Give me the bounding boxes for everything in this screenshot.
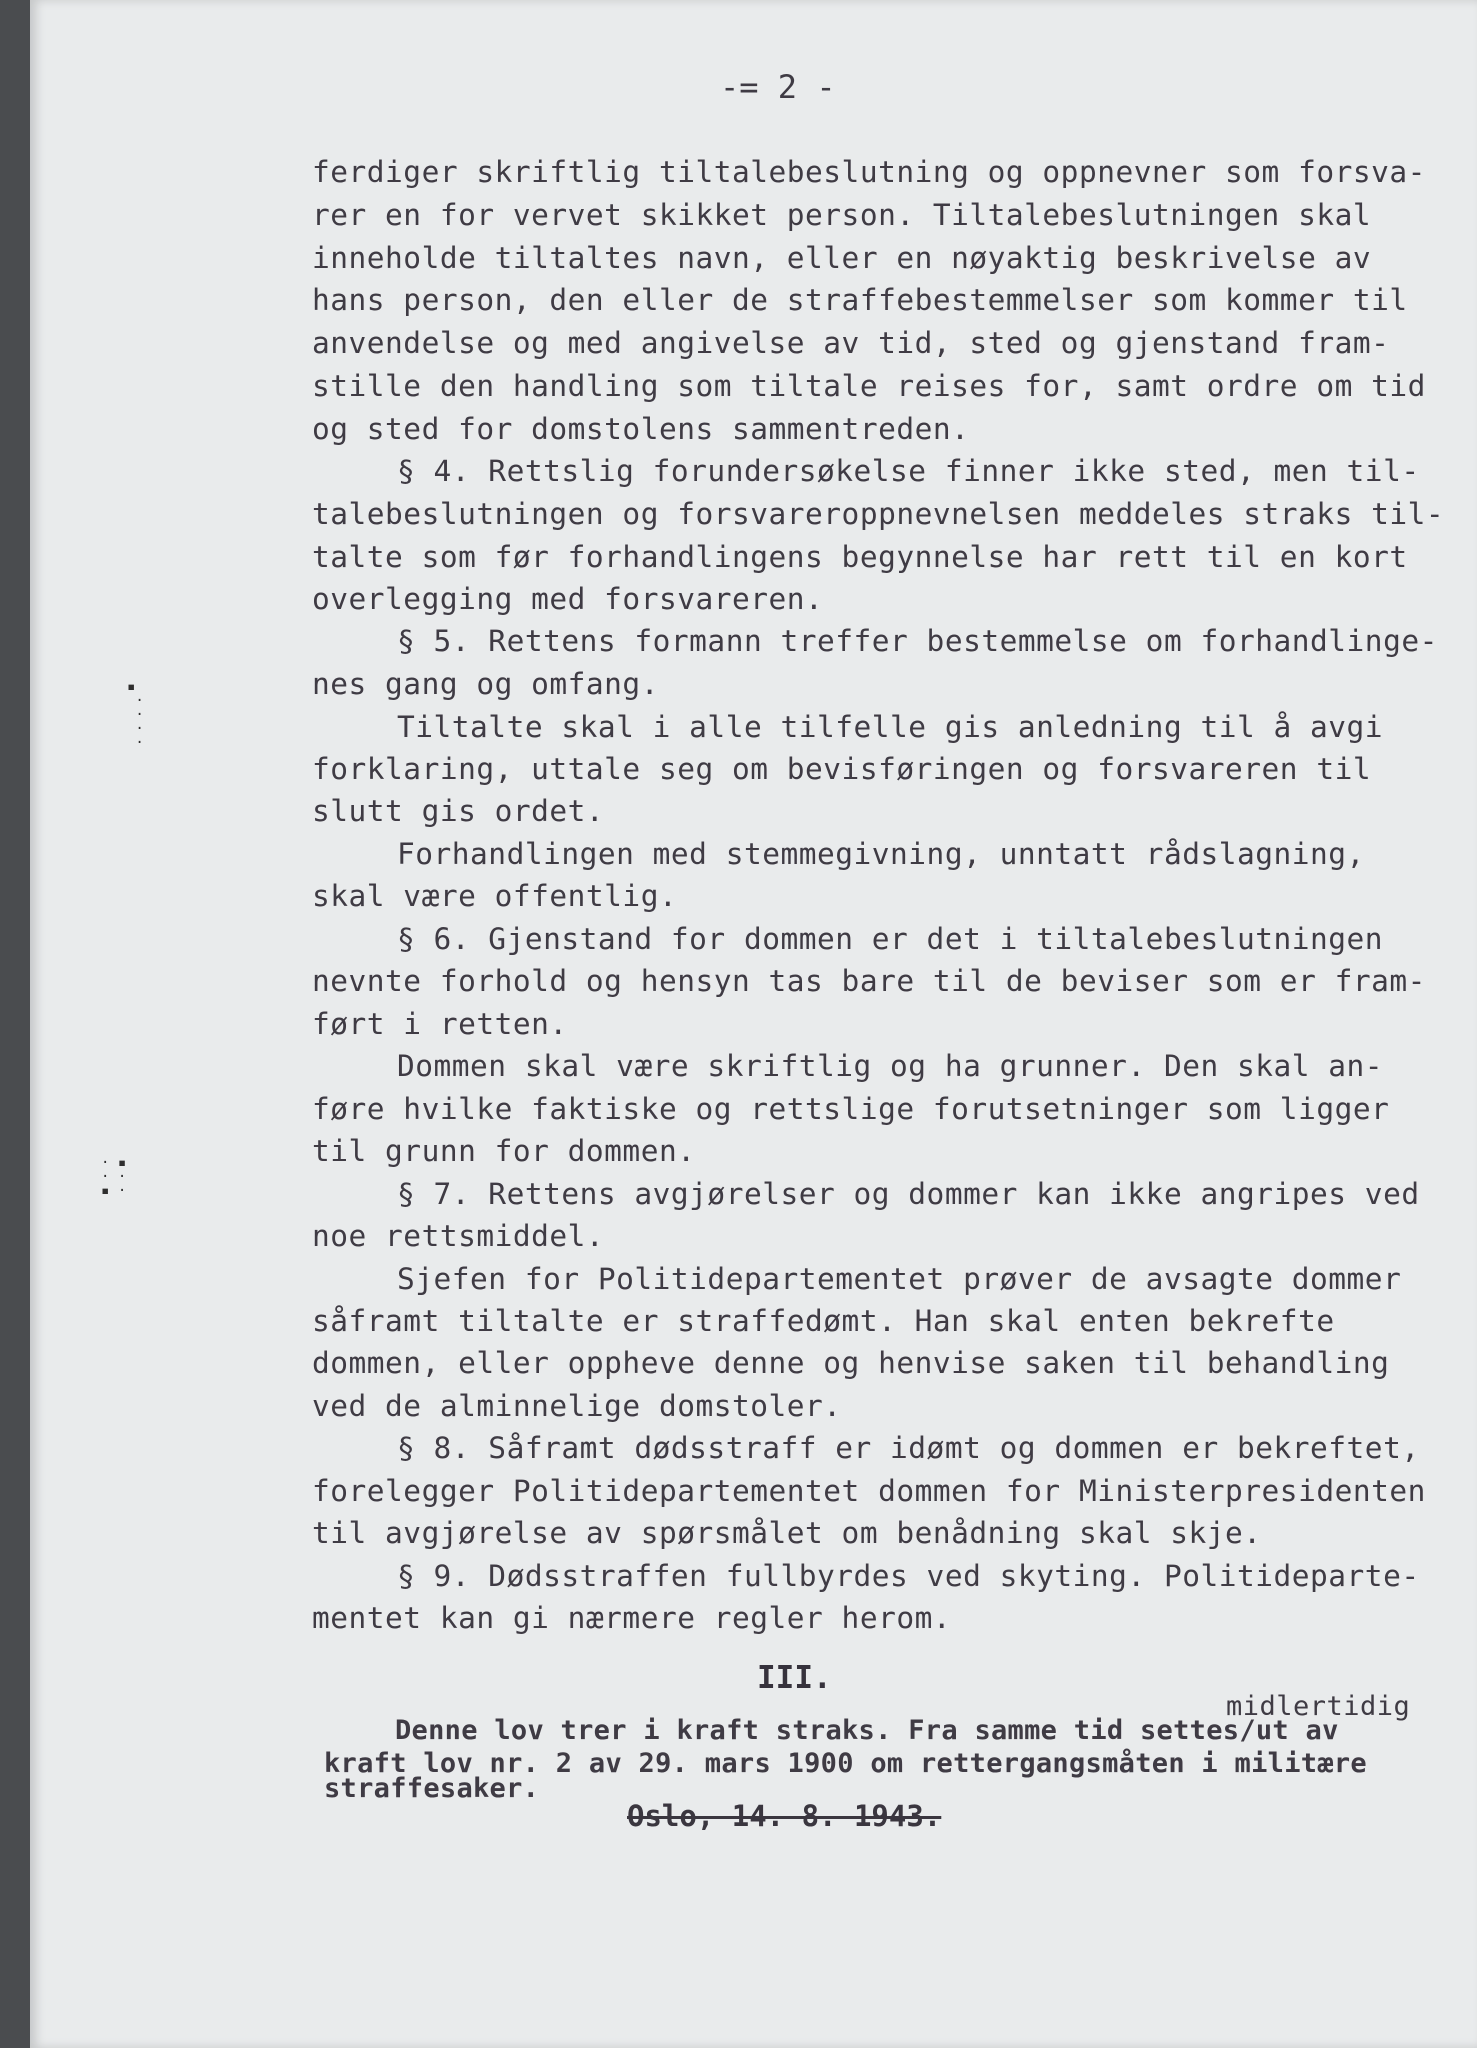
text-line: noe rettsmiddel.: [312, 1219, 605, 1253]
text-line: inneholde tiltaltes navn, eller en nøyaktig beskrivelse av: [312, 241, 1372, 275]
final-line: straffesaker.: [324, 1773, 540, 1804]
text-line: skal være offentlig.: [312, 879, 678, 913]
text-line: anvendelse og med angivelse av tid, sted og gjenstand fram-: [312, 326, 1390, 360]
text-line: nes gang og omfang.: [312, 667, 659, 701]
text-line: Dommen skal være skriftlig og ha grunner. Den skal an-: [397, 1049, 1384, 1083]
insertion-above-line: midlertidig: [1226, 1691, 1411, 1722]
text-line: § 5. Rettens formann treffer bestemmelse om forhandlinge-: [397, 624, 1438, 658]
text-line: § 8. Såframt dødsstraff er idømt og dommen er bekreftet,: [397, 1431, 1420, 1465]
section-heading: III.: [757, 1660, 832, 1696]
margin-marks: · ▪ · · ▪ ·: [101, 1155, 127, 1199]
text-line: til grunn for dommen.: [312, 1134, 696, 1168]
text-line: forelegger Politidepartementet dommen for Ministerpresidenten: [312, 1474, 1426, 1508]
text-line: talte som før forhandlingens begynnelse har rett til en kort: [312, 540, 1408, 574]
text-line: føre hvilke faktiske og rettslige forutsetninger som ligger: [312, 1092, 1390, 1126]
document-page: [30, 0, 1477, 2048]
final-line: kraft lov nr. 2 av 29. mars 1900 om rettergangsmåten i militære: [324, 1748, 1367, 1779]
text-line: ferdiger skriftlig tiltalebeslutning og oppnevner som forsva-: [312, 155, 1426, 189]
text-line: rer en for vervet skikket person. Tiltalebeslutningen skal: [312, 198, 1372, 232]
text-line: til avgjørelse av spørsmålet om benådning skal skje.: [312, 1516, 1262, 1550]
text-line: § 7. Rettens avgjørelser og dommer kan ikke angripes ved: [397, 1177, 1420, 1211]
page-number: -= 2 -: [720, 68, 836, 106]
text-line: ført i retten.: [312, 1007, 568, 1041]
text-line: forklaring, uttale seg om bevisføringen og forsvareren til: [312, 752, 1372, 786]
text-line: stille den handling som tiltale reises for, samt ordre om tid: [312, 369, 1426, 403]
text-line: og sted for domstolens sammentreden.: [312, 412, 970, 446]
text-line: dommen, eller oppheve denne og henvise saken til behandling: [312, 1346, 1390, 1380]
final-line: Denne lov trer i kraft straks. Fra samme tid settes/ut av: [395, 1715, 1339, 1746]
text-line: hans person, den eller de straffebestemmelser som kommer til: [312, 283, 1408, 317]
text-line: Forhandlingen med stemmegivning, unntatt rådslagning,: [397, 837, 1365, 871]
text-line: § 9. Dødsstraffen fullbyrdes ved skyting. Politideparte-: [397, 1559, 1420, 1593]
text-line: mentet kan gi nærmere regler herom.: [312, 1601, 952, 1635]
text-line: Tiltalte skal i alle tilfelle gis anledning til å avgi: [397, 710, 1384, 744]
text-line: Sjefen for Politidepartementet prøver de avsagte dommer: [397, 1262, 1402, 1296]
text-line: overlegging med forsvareren.: [312, 582, 824, 616]
text-line: såframt tiltalte er straffedømt. Han skal enten bekrefte: [312, 1304, 1335, 1338]
text-line: § 6. Gjenstand for dommen er det i tiltalebeslutningen: [397, 922, 1384, 956]
margin-marks: ▪ · · · ·: [127, 679, 144, 751]
text-line: slutt gis ordet.: [312, 794, 605, 828]
text-line: talebeslutningen og forsvareroppnevnelsen meddeles straks til-: [312, 497, 1445, 531]
struck-signature: Oslo, 14. 8. 1943.: [627, 1799, 942, 1833]
text-line: ved de alminnelige domstoler.: [312, 1389, 842, 1423]
text-line: nevnte forhold og hensyn tas bare til de beviser som er fram-: [312, 964, 1426, 998]
text-line: § 4. Rettslig forundersøkelse finner ikke sted, men til-: [397, 454, 1420, 488]
